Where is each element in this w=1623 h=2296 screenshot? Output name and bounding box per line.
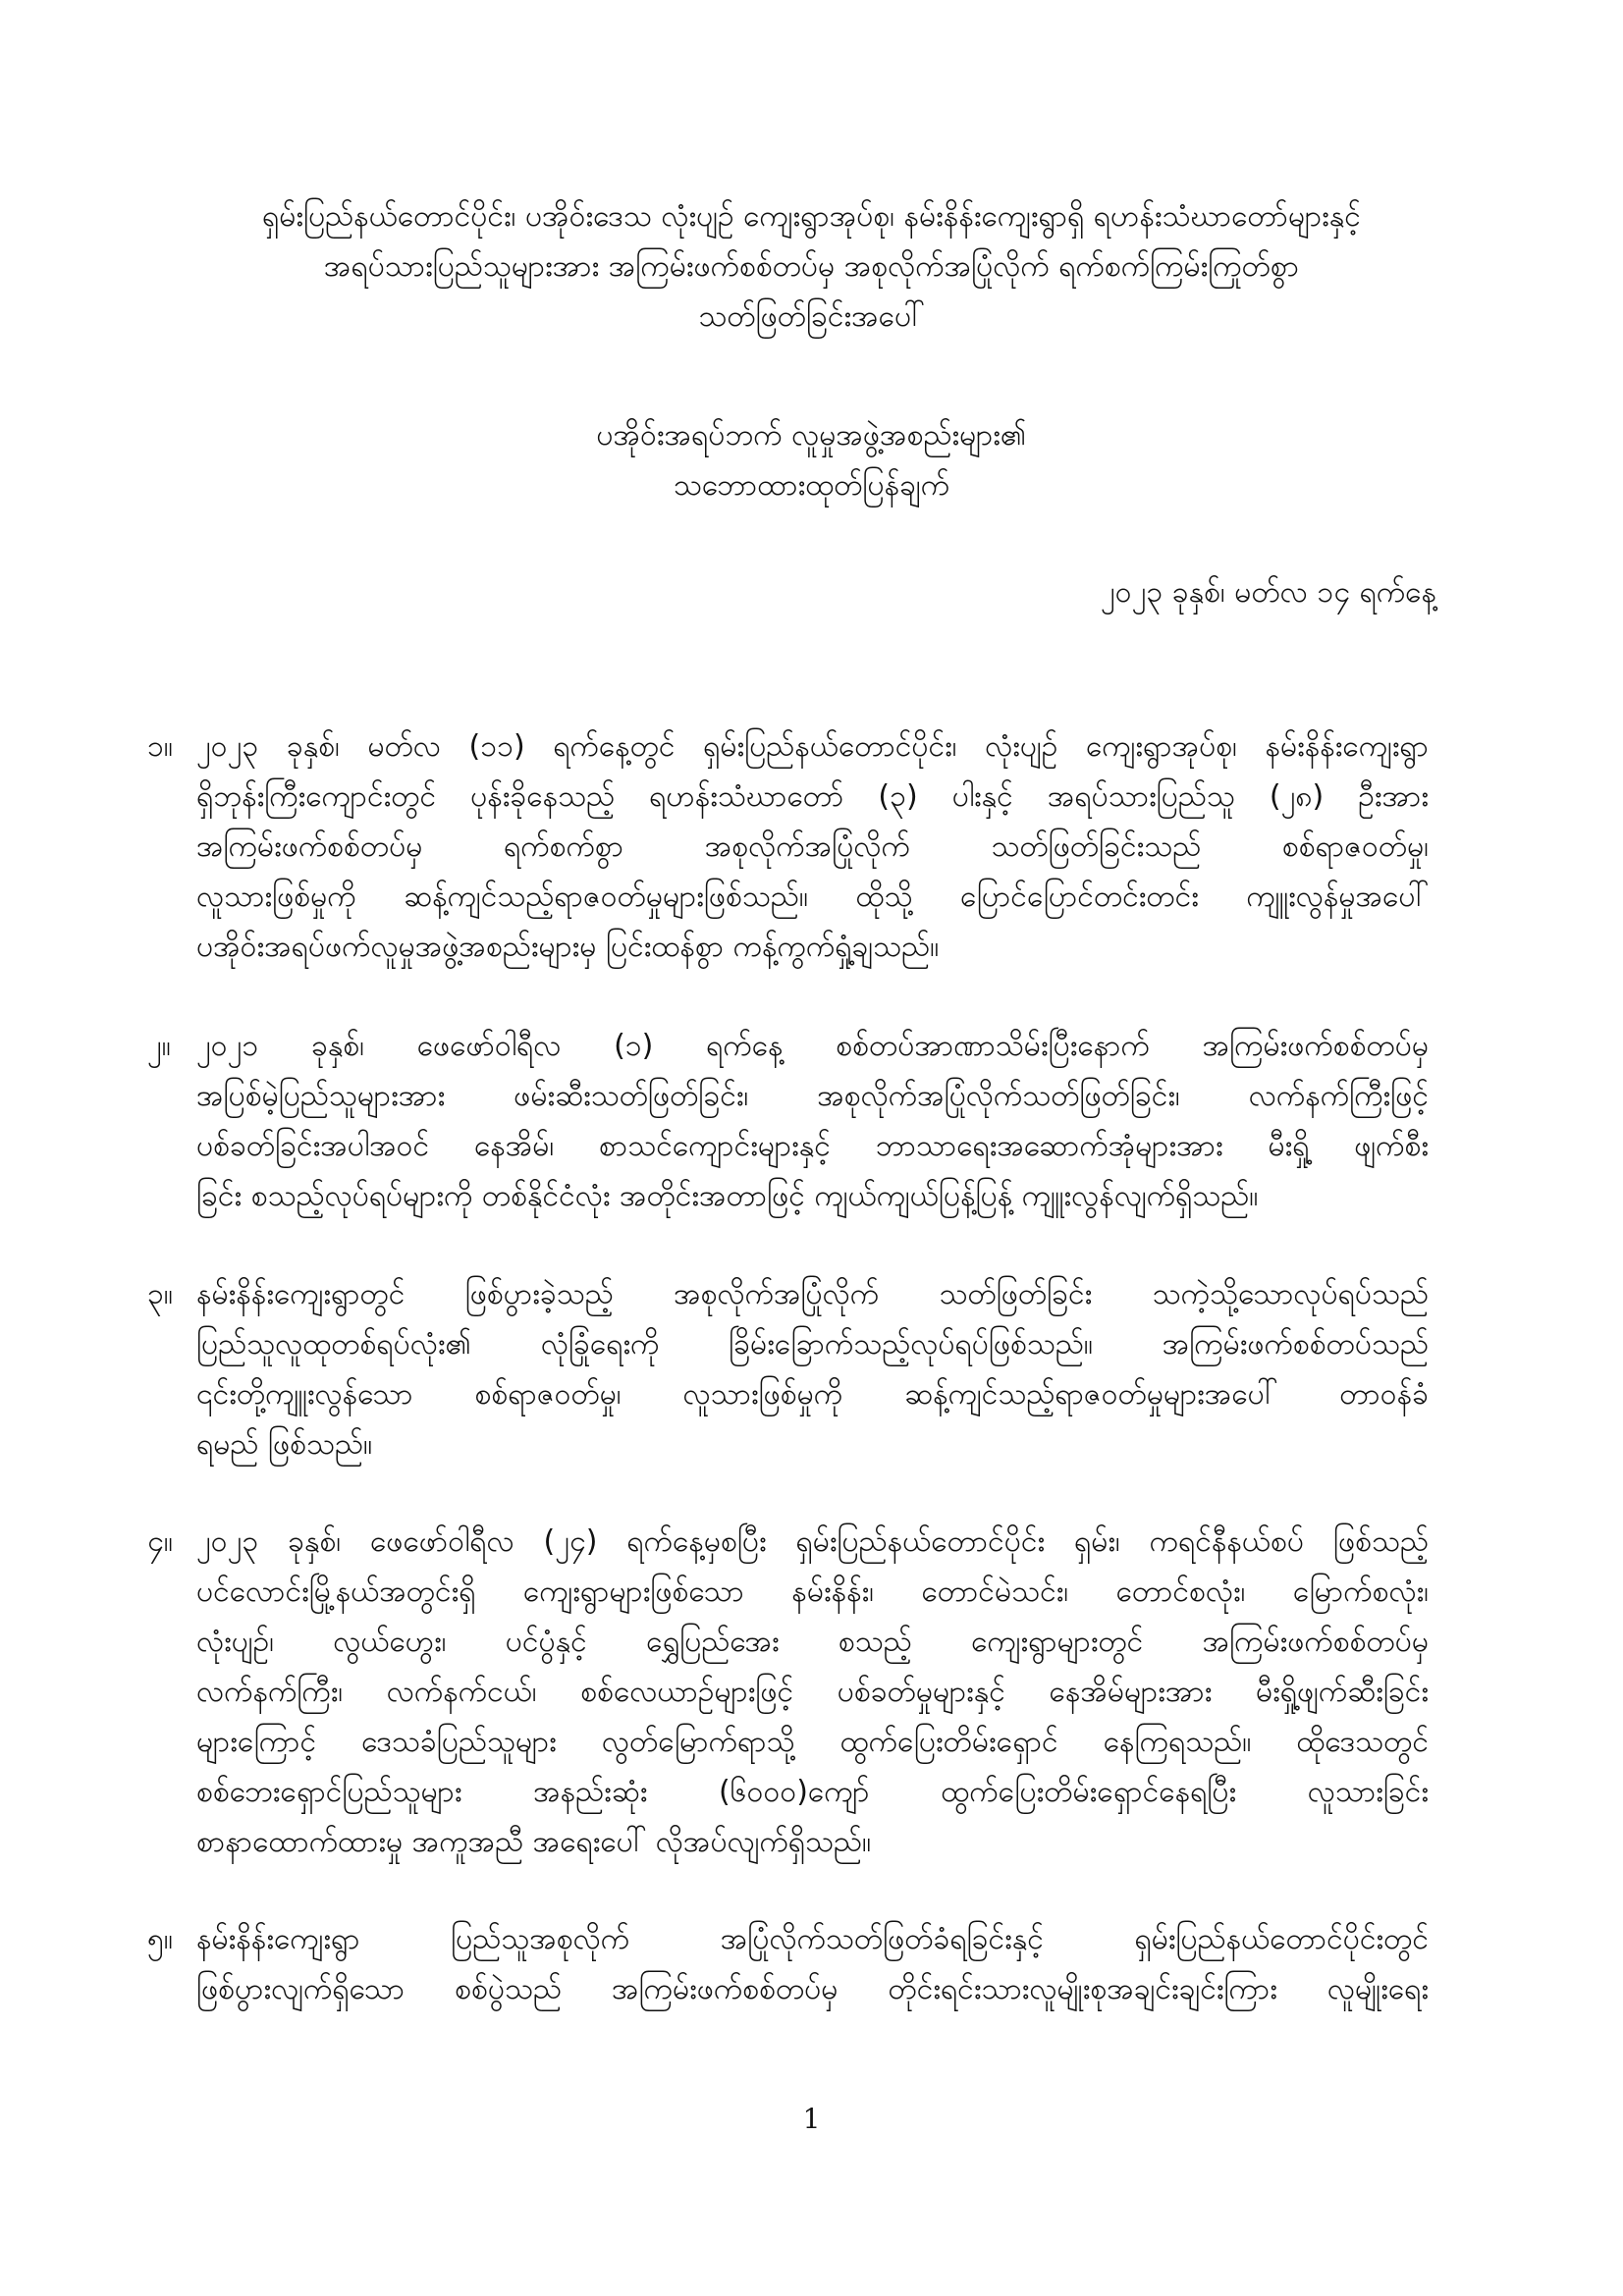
subtitle-line-1: ပအိုဝ်းအရပ်ဘက် လူမှုအဖွဲ့အစည်းများ၏	[596, 418, 1027, 453]
paragraph-line: ရမည် ဖြစ်သည်။	[196, 1427, 373, 1462]
subtitle-line-2: သဘောထားထုတ်ပြန်ချက်	[673, 468, 950, 503]
paragraph-3	[147, 1269, 1429, 1469]
statement-date: ၂၀၂၃ ခုနှစ်၊ မတ်လ ၁၄ ရက်နေ့	[1101, 575, 1436, 610]
title-line-1: ရှမ်းပြည်နယ်တောင်ပိုင်း၊ ပအိုဝ်းဒေသ လုံးပျဉ် ကျေးရွာအုပ်စု၊ နမ်းနိန်းကျေးရွာရှိ ရဟန်းသံဃာတော်များနှင့်	[262, 199, 1361, 234]
paragraph-line: လုံးပျဉ်၊ လွယ်ဟွေး၊ ပင်ပွံနှင့် ရွှေပြည်အေး စသည့် ကျေးရွာများတွင် အကြမ်းဖက်စစ်တပ်မှ	[196, 1625, 1429, 1659]
paragraph-line: လက်နက်ကြီး၊ လက်နက်ငယ်၊ စစ်လေယာဉ်များဖြင့် ပစ်ခတ်မှုများနှင့် နေအိမ်များအား မီးရှို့ဖျက်ဆီးခြင်း	[196, 1675, 1429, 1709]
paragraph-line: များကြောင့် ဒေသခံပြည်သူများ လွတ်မြောက်ရာသို့ ထွက်ပြေးတိမ်းရှောင် နေကြရသည်။ ထိုဒေသတွင်	[196, 1725, 1429, 1759]
paragraph-line: အကြမ်းဖက်စစ်တပ်မှ ရက်စက်စွာ အစုလိုက်အပြုံလိုက် သတ်ဖြတ်ခြင်းသည် စစ်ရာဇဝတ်မှု၊	[196, 829, 1429, 864]
title-line-3: သတ်ဖြတ်ခြင်းအပေါ်	[698, 299, 925, 334]
paragraph-line: နမ်းနိန်းကျေးရွာတွင် ဖြစ်ပွားခဲ့သည့် အစုလိုက်အပြုံလိုက် သတ်ဖြတ်ခြင်း သကဲ့သို့သောလုပ်ရပ်သည်	[196, 1277, 1429, 1311]
paragraph-number: ၂။	[147, 1029, 171, 1063]
document-subtitle	[147, 410, 1476, 510]
title-line-2: အရပ်သားပြည်သူများအား အကြမ်းဖက်စစ်တပ်မှ အစုလိုက်အပြုံလိုက် ရက်စက်ကြမ်းကြုတ်စွာ	[323, 249, 1300, 284]
paragraph-line: ၂၀၂၁ ခုနှစ်၊ ဖေဖော်ဝါရီလ (၁) ရက်နေ့ စစ်တပ်အာဏာသိမ်းပြီးနောက် အကြမ်းဖက်စစ်တပ်မှ	[196, 1029, 1429, 1063]
paragraph-line: ခြင်း စသည့်လုပ်ရပ်များကို တစ်နိုင်ငံလုံး အတိုင်းအတာဖြင့် ကျယ်ကျယ်ပြန့်ပြန့် ကျူးလွန်လျက်ရှိသည်။	[196, 1179, 1259, 1213]
document-title	[147, 191, 1476, 342]
page-number: 1	[802, 2103, 821, 2135]
paragraph-line: ပစ်ခတ်ခြင်းအပါအဝင် နေအိမ်၊ စာသင်ကျောင်းများနှင့် ဘာသာရေးအဆောက်အုံများအား မီးရှို့ ဖျက်စီး	[196, 1129, 1429, 1163]
paragraph-number: ၄။	[147, 1524, 173, 1559]
paragraph-line: ၂၀၂၃ ခုနှစ်၊ ဖေဖော်ဝါရီလ (၂၄) ရက်နေ့မှစပြီး ရှမ်းပြည်နယ်တောင်ပိုင်း ရှမ်း၊ ကရင်နီနယ်စပ် ဖြစ်သည့်	[196, 1524, 1429, 1559]
paragraph-line: ရှိဘုန်းကြီးကျောင်းတွင် ပုန်းခိုနေသည့် ရဟန်းသံဃာတော် (၃) ပါးနှင့် အရပ်သားပြည်သူ (၂၈) ဦးအား	[196, 779, 1429, 814]
paragraph-5	[147, 1914, 1429, 2014]
paragraph-number: ၅။	[147, 1922, 173, 1956]
paragraph-line: စာနာထောက်ထားမှု အကူအညီ အရေးပေါ် လိုအပ်လျက်ရှိသည်။	[196, 1825, 872, 1859]
paragraph-2	[147, 1021, 1429, 1221]
paragraph-line: ဖြစ်ပွားလျက်ရှိသော စစ်ပွဲသည် အကြမ်းဖက်စစ်တပ်မှ တိုင်းရင်းသားလူမျိုးစုအချင်းချင်းကြား လူမျိုးရေး	[196, 1972, 1429, 2006]
paragraph-line: ၎င်းတို့ကျူးလွန်သော စစ်ရာဇဝတ်မှု၊ လူသားဖြစ်မှုကို ဆန့်ကျင်သည့်ရာဇဝတ်မှုများအပေါ် တာဝန်ခံ	[196, 1377, 1429, 1412]
paragraph-line: ၂၀၂၃ ခုနှစ်၊ မတ်လ (၁၁) ရက်နေ့တွင် ရှမ်းပြည်နယ်တောင်ပိုင်း၊ လုံးပျဉ် ကျေးရွာအုပ်စု၊ နမ်းနိန်းကျေးရွာ	[196, 729, 1429, 764]
paragraph-line: ပြည်သူလူထုတစ်ရပ်လုံး၏ လုံခြုံရေးကို ခြိမ်းခြောက်သည့်လုပ်ရပ်ဖြစ်သည်။ အကြမ်းဖက်စစ်တပ်သည်	[196, 1327, 1429, 1362]
paragraph-line: ပင်လောင်းမြို့နယ်အတွင်းရှိ ကျေးရွာများဖြစ်သော နမ်းနိန်း၊ တောင်မဲသင်း၊ တောင်စလုံး၊ မြောက်စလုံး၊	[196, 1575, 1429, 1609]
paragraph-1	[147, 721, 1429, 972]
paragraph-line: လူသားဖြစ်မှုကို ဆန့်ကျင်သည့်ရာဇဝတ်မှုများဖြစ်သည်။ ထိုသို့ ပြောင်ပြောင်တင်းတင်း ကျူးလွန်မှုအပေါ်	[196, 880, 1429, 914]
paragraph-number: ၃။	[147, 1277, 173, 1311]
paragraph-line: အပြစ်မဲ့ပြည်သူများအား ဖမ်းဆီးသတ်ဖြတ်ခြင်း၊ အစုလိုက်အပြုံလိုက်သတ်ဖြတ်ခြင်း၊ လက်နက်ကြီးဖြင့်	[196, 1079, 1429, 1113]
paragraph-number: ၁။	[147, 729, 173, 764]
paragraph-line: ပအိုဝ်းအရပ်ဖက်လူမှုအဖွဲ့အစည်းများမှ ပြင်းထန်စွာ ကန့်ကွက်ရှုံ့ချသည်။	[196, 930, 940, 964]
paragraph-line: စစ်ဘေးရှောင်ပြည်သူများ အနည်းဆုံး (၆၀၀၀)ကျော် ထွက်ပြေးတိမ်းရှောင်နေရပြီး လူသားခြင်း	[196, 1775, 1429, 1809]
paragraph-line: နမ်းနိန်းကျေးရွာ ပြည်သူအစုလိုက် အပြုံလိုက်သတ်ဖြတ်ခံရခြင်းနှင့် ရှမ်းပြည်နယ်တောင်ပိုင်းတွင်	[196, 1922, 1429, 1956]
paragraph-4	[147, 1517, 1429, 1867]
